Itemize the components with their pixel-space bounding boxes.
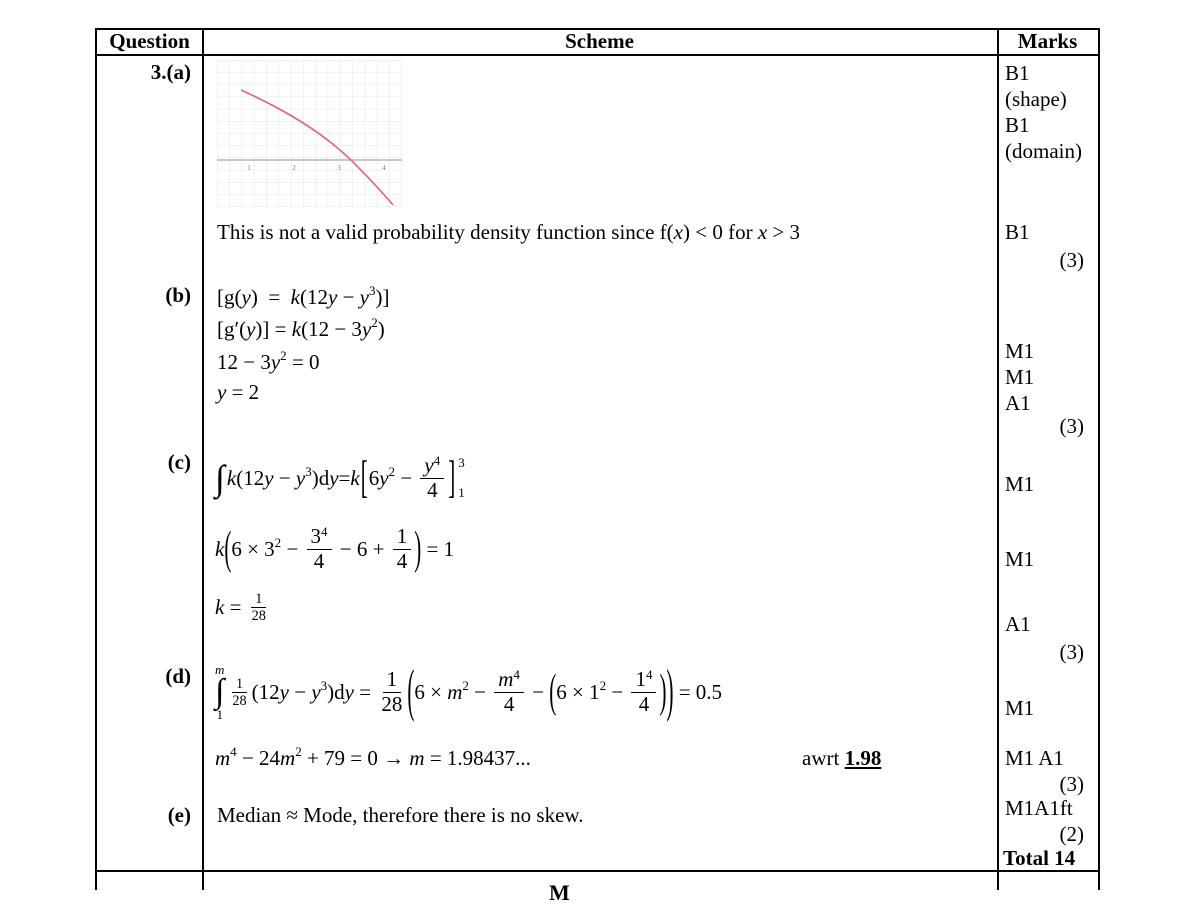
- mark-scheme-table: [95, 28, 1100, 905]
- mark-d1: M1: [1005, 696, 1035, 720]
- mark-c1: M1: [1005, 472, 1035, 496]
- mark-d2: M1 A1: [1005, 746, 1064, 770]
- math-line-c1: ∫ k (12 y − y 3 )d y = k [ 6 y 2 − $\frac{y^4}{4}$ ] 3 1: [215, 450, 465, 503]
- math-line-c2: k ( 6 × 3 2 − $\frac{3^4}{4}$ − 6 + $\frac{1}{4}$ ) = 1: [215, 520, 455, 574]
- graph-tick-2: 2: [292, 164, 296, 172]
- mark-label: M1: [1005, 339, 1035, 363]
- graph-tick-1: 1: [247, 164, 251, 172]
- marks-b: [1005, 338, 1034, 416]
- column-header-scheme: Scheme: [565, 29, 634, 53]
- header-row-divider: [97, 54, 1098, 56]
- mark-c3: A1: [1005, 612, 1031, 636]
- question-label-3a: 3.(a): [150, 60, 191, 84]
- math-line-b2: [g′( y )] = k (12 − 3 y 2 ): [217, 315, 385, 341]
- mark-label: B1: [1005, 61, 1030, 85]
- statement-no-skew: Median ≈ Mode, therefore there is no skew.: [217, 803, 584, 827]
- mark-c2: M1: [1005, 547, 1035, 571]
- graph-tick-4: 4: [382, 164, 386, 172]
- math-line-d2: m 4 − 24 m 2 + 79 = 0 → m = 1.98437...: [215, 744, 531, 770]
- mark-label: M1: [1005, 365, 1035, 389]
- math-line-b4: y = 2: [217, 380, 260, 404]
- math-line-b3: 12 − 3 y 2 = 0: [217, 348, 320, 374]
- mark-a-statement: B1: [1005, 220, 1030, 244]
- mark-label: B1: [1005, 113, 1030, 137]
- total-marks: Total 14: [1003, 846, 1076, 870]
- subtotal-c: (3): [1059, 640, 1084, 664]
- column-header-marks: Marks: [1017, 29, 1078, 53]
- mark-e: M1A1ft: [1005, 796, 1073, 820]
- awrt-note: awrt 1.98: [802, 746, 882, 770]
- question-label-3e: (e): [167, 803, 191, 827]
- subtotal-b: (3): [1059, 414, 1084, 438]
- graph-tick-3: 3: [337, 164, 341, 172]
- math-line-b1: [g( y ) = k (12 y − y 3 )]: [217, 283, 390, 309]
- column-divider-question-scheme: [202, 30, 204, 890]
- column-header-question: Question: [109, 29, 190, 53]
- marks-a-graph: [1005, 60, 1082, 164]
- subtotal-a: (3): [1059, 248, 1084, 272]
- question-label-3d: (d): [165, 664, 191, 688]
- pdf-graph: [217, 60, 402, 208]
- statement-not-valid-pdf: This is not a valid probability density function since f( x ) < 0 for x > 3: [217, 220, 800, 244]
- mark-label: (shape): [1005, 87, 1067, 111]
- graph-grid: [217, 60, 402, 208]
- math-line-c3: k = $\frac{1}{28}$: [215, 590, 266, 624]
- question-label-3c: (c): [167, 450, 191, 474]
- question-label-3b: (b): [165, 283, 191, 307]
- row-divider-bottom: [97, 870, 1098, 872]
- math-line-d1: m ∫ 1 $\frac{1}{28}$ (12 y − y 3 )d y = $\frac{1}{28}$ ( 6 × m 2 − $\frac{m^4}{4}$ − ( 6 × 1 2 − $\frac{1^4}{4}$ ) ) = 0.5: [215, 656, 723, 723]
- partial-next-row-text: M: [549, 880, 570, 905]
- mark-label: A1: [1005, 391, 1031, 415]
- column-divider-scheme-marks: [997, 30, 999, 890]
- subtotal-d: (3): [1059, 772, 1084, 796]
- subtotal-e: (2): [1059, 822, 1084, 846]
- mark-label: (domain): [1005, 139, 1082, 163]
